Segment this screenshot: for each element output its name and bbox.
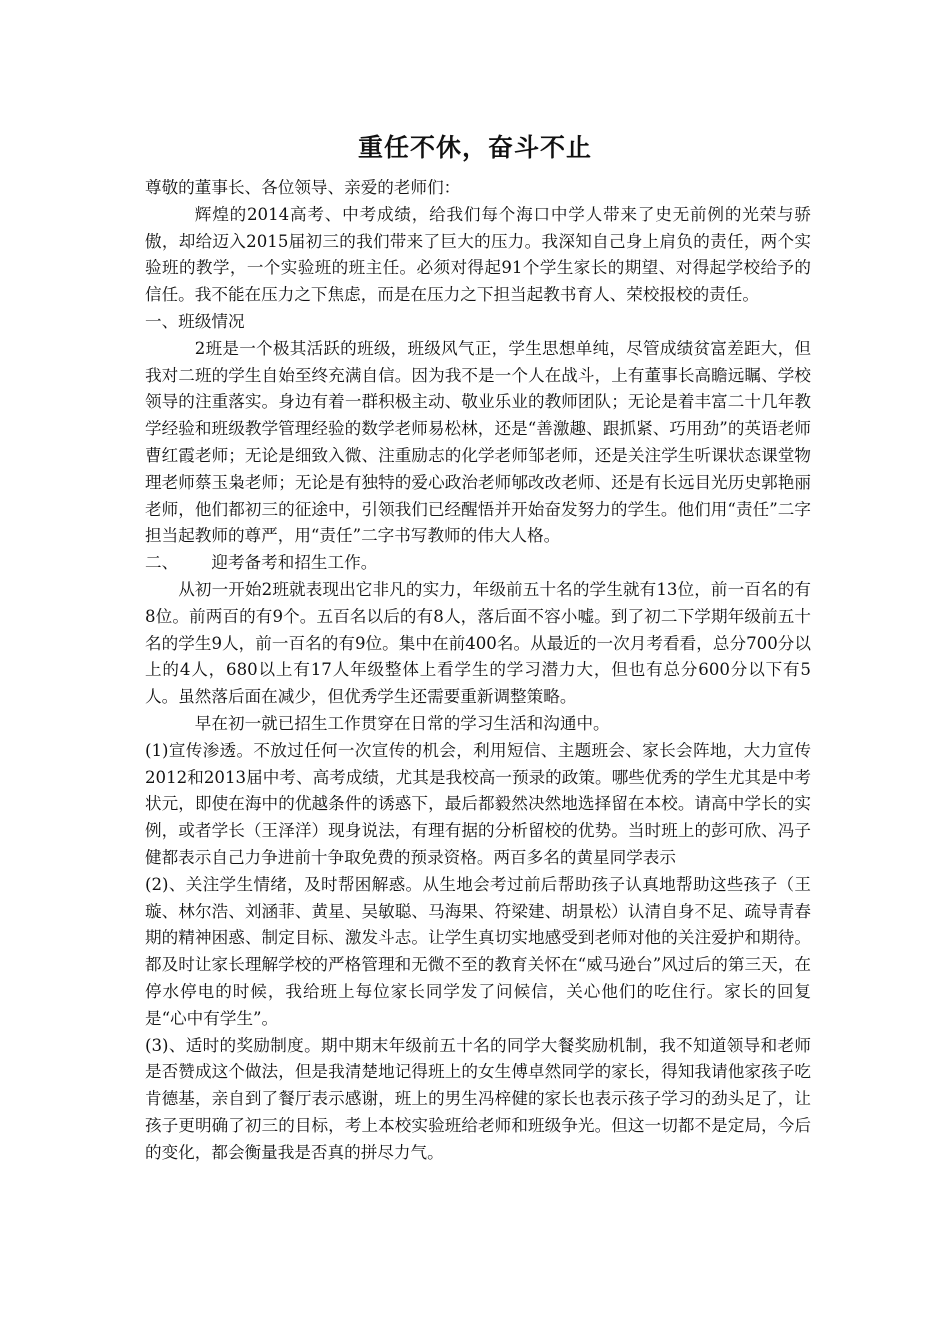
- section-2-item-3: (3)、适时的奖励制度。期中期末年级前五十名的同学大餐奖励机制，我不知道领导和老师是否赞成这个做法，但是我清楚地记得班上的女生傅卓然同学的家长，得知我请他家孩子吃肯德基，亲自到了餐厅表示感谢，班上的男生冯梓健的家长也表示孩子学习的劲头足了，让孩子更明确了初三的目标，考上本校实验班给老师和班级争光。但这一切都不是定局，今后的变化，都会衡量我是否真的拼尽力气。: [145, 1035, 811, 1162]
- section-1-paragraph: 2班是一个极其活跃的班级，班级风气正，学生思想单纯，尽管成绩贫富差距大，但我对二班的学生自始至终充满自信。因为我不是一个人在战斗，上有董事长高瞻远瞩、学校领导的注重落实。身边有着一群积极主动、敬业乐业的教师团队；无论是着丰富二十几年教学经验和班级教学管理经验的数学老师易松林，还是“善激趣、跟抓紧、巧用劲”的英语老师曹红霞老师；无论是细致入微、注重励志的化学老师邹老师，还是关注学生听课状态课堂物理老师蔡玉枭老师；无论是有独特的爱心政治老师郇改改老师、还是有长远目光历史郭艳丽老师，他们都初三的征途中，引领我们已经醒悟并开始奋发努力的学生。他们用“责任”二字担当起教师的尊严，用“责任”二字书写教师的伟大人格。: [145, 338, 811, 546]
- section-2-paragraph-2: 早在初一就已招生工作贯穿在日常的学习生活和沟通中。: [194, 713, 610, 733]
- page-title: 重任不休，奋斗不止: [357, 133, 592, 162]
- section-2-item-2: (2)、关注学生情绪，及时帮困解惑。从生地会考过前后帮助孩子认真地帮助这些孩子（王璇、林尔浩、刘涵菲、黄星、吴敏聪、马海果、符梁建、胡景松）认清自身不足、疏导青春期的精神困惑、制定目标、激发斗志。让学生真切实地感受到老师对他的关注爱护和期待。都及时让家长理解学校的严格管理和无微不至的教育关怀在“威马逊台”风过后的第三天，在停水停电的时候，我给班上每位家长同学发了问候信，关心他们的吃住行。家长的回复是“心中有学生”。: [145, 874, 811, 1028]
- section-2-heading: [145, 550, 811, 577]
- section-2-heading-text: 迎考备考和招生工作。: [211, 553, 378, 573]
- section-2-number: 二、: [145, 553, 179, 573]
- document-body: [145, 175, 811, 1166]
- greeting: 尊敬的董事长、各位领导、亲爱的老师们：: [145, 178, 461, 197]
- intro-paragraph: 辉煌的2014高考、中考成绩，给我们每个海口中学人带来了史无前例的光荣与骄傲，却给迈入2015届初三的我们带来了巨大的压力。我深知自己身上肩负的责任，两个实验班的教学，一个实验班的班主任。必须对得起91个学生家长的期望、对得起学校给予的信任。我不能在压力之下焦虑，而是在压力之下担当起教书育人、荣校报校的责任。: [145, 204, 811, 305]
- section-1-heading: 一、班级情况: [145, 311, 245, 331]
- section-2-paragraph-1: 从初一开始2班就表现出它非凡的实力，年级前五十名的学生就有13位，前一百名的有8位。前两百的有9个。五百名以后的有8人，落后面不容小嘘。到了初二下学期年级前五十名的学生9人，前一百名的有9位。集中在前400名。从最近的一次月考看看，总分700分以上的4人，680以上有17人年级整体上看学生的学习潜力大，但也有总分600分以下有5人。虽然落后面在减少，但优秀学生还需要重新调整策略。: [145, 579, 811, 707]
- section-2-item-1: (1)宣传渗透。不放过任何一次宣传的机会，利用短信、主题班会、家长会阵地，大力宣传2012和2013届中考、高考成绩，尤其是我校高一预录的政策。哪些优秀的学生尤其是中考状元，即使在海中的优越条件的诱惑下，最后都毅然决然地选择留在本校。请高中学长的实例，或者学长（王泽洋）现身说法，有理有据的分析留校的优势。当时班上的彭可欣、冯子健都表示自己力争进前十争取免费的预录资格。两百多名的黄星同学表示: [145, 740, 811, 867]
